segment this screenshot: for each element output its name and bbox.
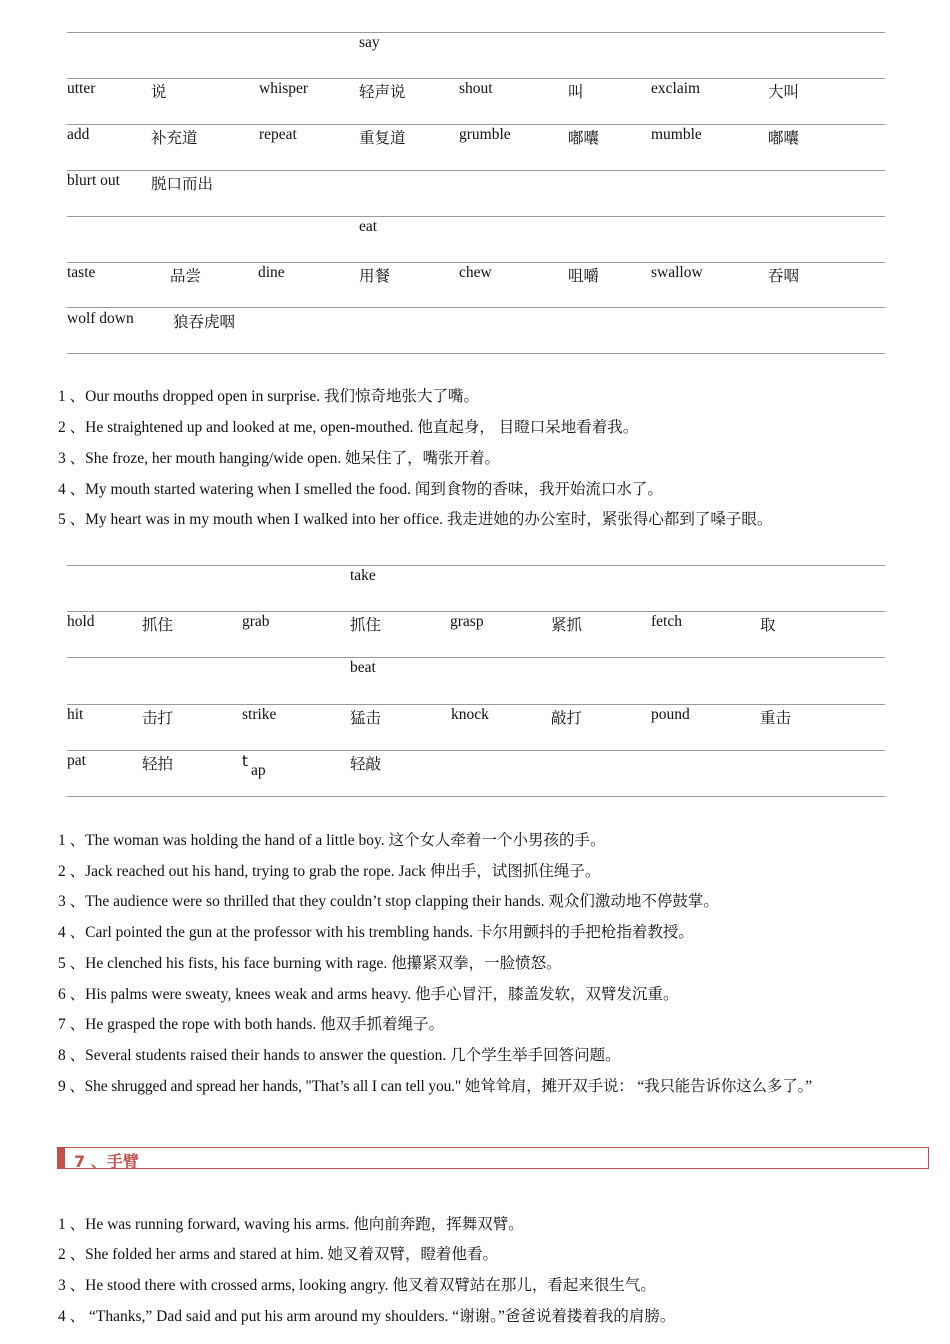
list-item: 2 、He straightened up and looked at me, open-mouthed. 他直起身， 目瞪口呆地看着我。 [58,419,639,436]
word-en: hold [67,613,95,630]
word-en: dine [258,264,285,281]
word-zh: 轻声说 [359,84,406,101]
list-item: 1 、The woman was holding the hand of a little boy. 这个女人牵着一个小男孩的手。 [58,832,606,849]
word-en: grasp [450,613,484,630]
word-en: utter [67,80,96,97]
list-item: 5 、He clenched his fists, his face burning with rage. 他攥紧双拳，一脸愤怒。 [58,955,562,972]
table-rule [67,611,885,612]
word-zh: 用餐 [359,268,391,285]
word-en: mumble [651,126,702,143]
list-item: 3 、He stood there with crossed arms, looking angry. 他叉着双臂站在那儿，看起来很生气。 [58,1277,656,1294]
word-en: whisper [259,80,309,97]
word-en: exclaim [651,80,701,97]
list-item: 8 、Several students raised their hands to answer the question. 几个学生举手回答问题。 [58,1047,621,1064]
table-rule [67,124,885,125]
section-marker [58,1148,65,1168]
word-en: grab [242,613,270,630]
section-title: 7 、手臂 [74,1152,139,1171]
word-zh: 嘟囔 [568,130,600,147]
table-rule [67,262,885,263]
word-en: fetch [651,613,682,630]
word-zh: 重击 [760,710,792,727]
word-en: strike [242,706,277,723]
list-item: 7 、He grasped the rope with both hands. 他双手抓着绳子。 [58,1016,445,1033]
word-en: add [67,126,90,143]
table-header-eat: eat [359,218,378,235]
word-zh: 抓住 [350,617,382,634]
word-en: pat [67,752,86,769]
table-rule [67,32,885,33]
word-zh: 击打 [142,710,174,727]
table-rule [67,353,885,354]
word-zh: 敲打 [551,710,583,727]
list-item: 3 、The audience were so thrilled that they couldn’t stop clapping their hands. 观众们激动地不停鼓掌。 [58,893,719,910]
word-zh: 叫 [568,84,584,101]
word-en: blurt out [67,172,120,189]
word-zh: 说 [151,84,167,101]
word-en: hit [67,706,84,723]
word-zh: 品尝 [170,268,202,285]
word-en: chew [459,264,492,281]
list-item: 3 、She froze, her mouth hanging/wide open. 她呆住了，嘴张开着。 [58,450,501,467]
word-zh: 狼吞虎咽 [173,314,236,331]
table-rule [67,216,885,217]
list-item: 2 、She folded her arms and stared at him. 她叉着双臂，瞪着他看。 [58,1246,498,1263]
word-zh: 吞咽 [768,268,800,285]
word-zh: 轻敲 [350,756,382,773]
word-zh: 紧抓 [551,617,583,634]
table-header-say: say [359,34,380,51]
word-zh: 补充道 [151,130,198,147]
word-en: wolf down [67,310,134,327]
word-zh: 取 [760,617,776,634]
word-en-split-t: t [242,752,248,770]
word-zh: 大叫 [768,84,800,101]
section-heading-arm [57,1147,929,1169]
table-rule [67,170,885,171]
table-rule [67,704,885,705]
word-zh: 抓住 [142,617,174,634]
list-item: 1 、Our mouths dropped open in surprise. 我们惊奇地张大了嘴。 [58,388,480,405]
list-item: 9 、She shrugged and spread her hands, "That’s all I can tell you." 她耸耸肩，摊开双手说： “我只能告诉你这么多了。” [58,1078,812,1095]
table-rule [67,796,885,797]
word-zh: 咀嚼 [568,268,600,285]
word-zh: 嘟囔 [768,130,800,147]
word-en: grumble [459,126,511,143]
word-en: knock [451,706,489,723]
word-en: pound [651,706,690,723]
list-item: 4 、 “Thanks,” Dad said and put his arm around my shoulders. “谢谢。”爸爸说着搂着我的肩膀。 [58,1308,676,1325]
list-item: 5 、My heart was in my mouth when I walked into her office. 我走进她的办公室时，紧张得心都到了嗓子眼。 [58,511,773,528]
table-rule [67,657,885,658]
table-header-take: take [350,567,376,584]
table-rule [67,565,885,566]
list-item: 1 、He was running forward, waving his arms. 他向前奔跑，挥舞双臂。 [58,1216,524,1233]
word-en: taste [67,264,96,281]
word-en: shout [459,80,493,97]
word-zh: 脱口而出 [151,176,214,193]
table-rule [67,307,885,308]
word-en-split-ap: ap [251,762,266,779]
table-header-beat: beat [350,659,376,676]
table-rule [67,78,885,79]
table-rule [67,750,885,751]
word-zh: 猛击 [350,710,382,727]
word-en: swallow [651,264,703,281]
word-zh: 重复道 [359,130,406,147]
list-item: 2 、Jack reached out his hand, trying to grab the rope. Jack 伸出手，试图抓住绳子。 [58,863,601,880]
list-item: 4 、My mouth started watering when I smelled the food. 闻到食物的香味，我开始流口水了。 [58,481,663,498]
list-item: 4 、Carl pointed the gun at the professor with his trembling hands. 卡尔用颤抖的手把枪指着教授。 [58,924,694,941]
word-en: repeat [259,126,297,143]
word-zh: 轻拍 [142,756,174,773]
list-item: 6 、His palms were sweaty, knees weak and arms heavy. 他手心冒汗，膝盖发软，双臂发沉重。 [58,986,679,1003]
